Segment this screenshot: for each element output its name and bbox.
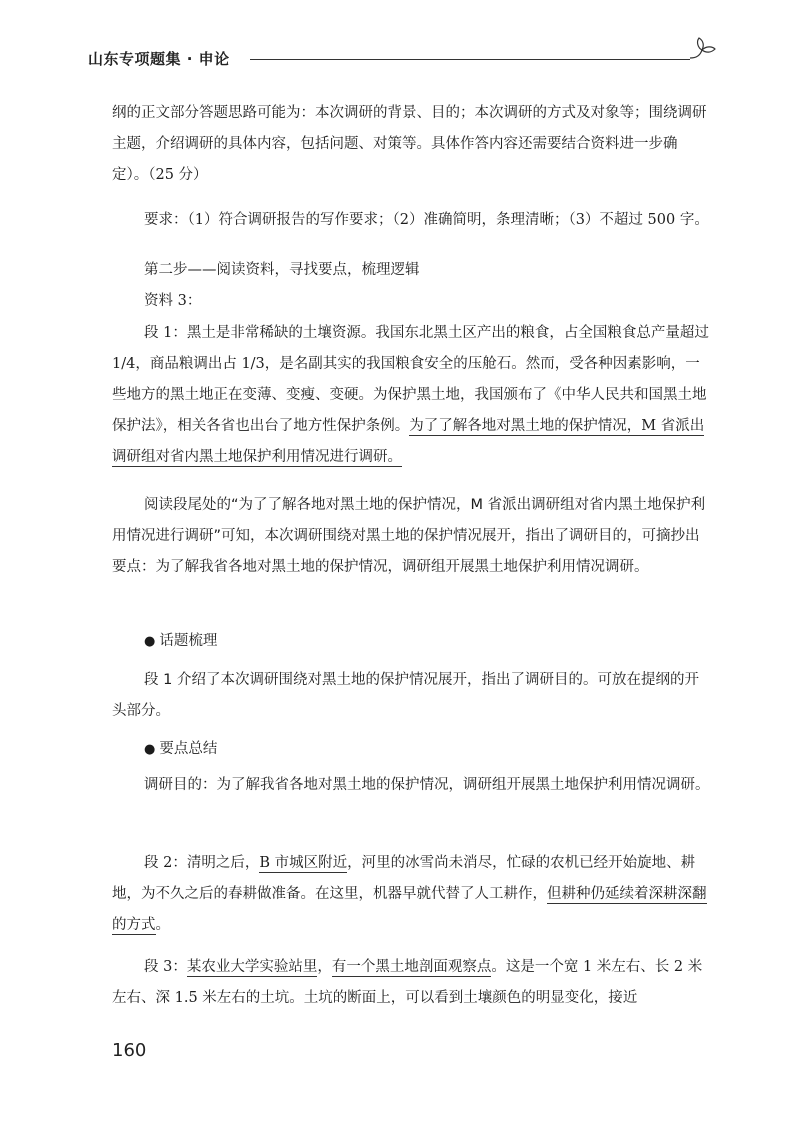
topic-label: 话题梳理 (159, 633, 218, 649)
para2-underlined-1: B 市城区附近 (259, 855, 348, 871)
para2-mid: ，河里的冰雪尚未消尽，忙碌的农机已经开始旋地、耕地，为不久之后的春耕做准备。在这里，机器早就代替了人工耕作， (112, 855, 696, 902)
material-paragraph-3 (112, 952, 710, 1014)
topic-heading (112, 626, 710, 657)
page-number: 160 (112, 1040, 147, 1061)
para3-before: 段 3： (144, 959, 187, 975)
para2-before: 段 2：清明之后， (144, 855, 260, 871)
topic-text: 段 1 介绍了本次调研围绕对黑土地的保护情况展开，指出了调研目的。可放在提纲的开头部分。 (112, 672, 699, 719)
sprout-icon (686, 34, 718, 64)
summary-text: 调研目的：为了解我省各地对黑土地的保护情况，调研组开展黑土地保护利用情况调研。 (144, 777, 710, 793)
para3-end: 。这是一个宽 1 米左右、长 2 米左右、深 1.5 米左右的土坑。土坑的断面上，可以看到土壤颜色的明显变化，接近 (112, 959, 703, 1006)
step-two-heading: 第二步——阅读资料，寻找要点，梳理逻辑 (144, 262, 420, 278)
running-header (88, 44, 720, 74)
para2-end: 。 (155, 917, 170, 933)
summary-label: 要点总结 (159, 741, 218, 757)
para3-comma: ， (317, 959, 332, 975)
material-label: 资料 3： (144, 293, 202, 309)
material-paragraph-2 (112, 848, 710, 941)
material-paragraph-1 (112, 318, 710, 473)
book-title: 山东专项题集 · 申论 (88, 50, 230, 68)
analysis-paragraph: 阅读段尾处的“为了了解各地对黑土地的保护情况，M 省派出调研组对省内黑土地保护利用情况进行调研”可知，本次调研围绕对黑土地的保护情况展开，指出了调研目的，可摘抄出要点：为了解我省各地对黑土地的保护情况，调研组开展黑土地保护利用情况调研。 (112, 497, 706, 575)
para3-underlined-1: 某农业大学实验站里 (186, 959, 318, 975)
bullet-icon: ● (144, 634, 156, 649)
requirement-text: 要求：（1）符合调研报告的写作要求；（2）准确简明，条理清晰；（3）不超过 500 字。 (144, 212, 709, 228)
para1-text: 段 1：黑土是非常稀缺的土壤资源。我国东北黑土区产出的粮食，占全国粮食总产量超过 1/4，商品粮调出占 1/3，是名副其实的我国粮食安全的压舱石。然而，受各种因素影响，一些地方的黑土地正在变薄、变瘦、变硬。为保护黑土地，我国颁布了《中华人民共和国黑土地保护法》，相关各省也出台了地方性保护条例。 (112, 325, 709, 434)
intro-paragraph: 纲的正文部分答题思路可能为：本次调研的背景、目的；本次调研的方式及对象等；围绕调研主题，介绍调研的具体内容，包括问题、对策等。具体作答内容还需要结合资料进一步确定）。（25 分） (112, 105, 707, 183)
para1-underlined: 为了了解各地对黑土地的保护情况，M 省派出调研组对省内黑土地保护利用情况进行调研。 (112, 418, 705, 465)
header-rule (250, 59, 690, 60)
bullet-icon: ● (144, 742, 156, 757)
para3-underlined-2: 有一个黑土地剖面观察点 (331, 959, 492, 975)
para2-underlined-2: 但耕种仍延续着深耕深翻的方式 (112, 886, 707, 933)
summary-heading (112, 734, 710, 765)
